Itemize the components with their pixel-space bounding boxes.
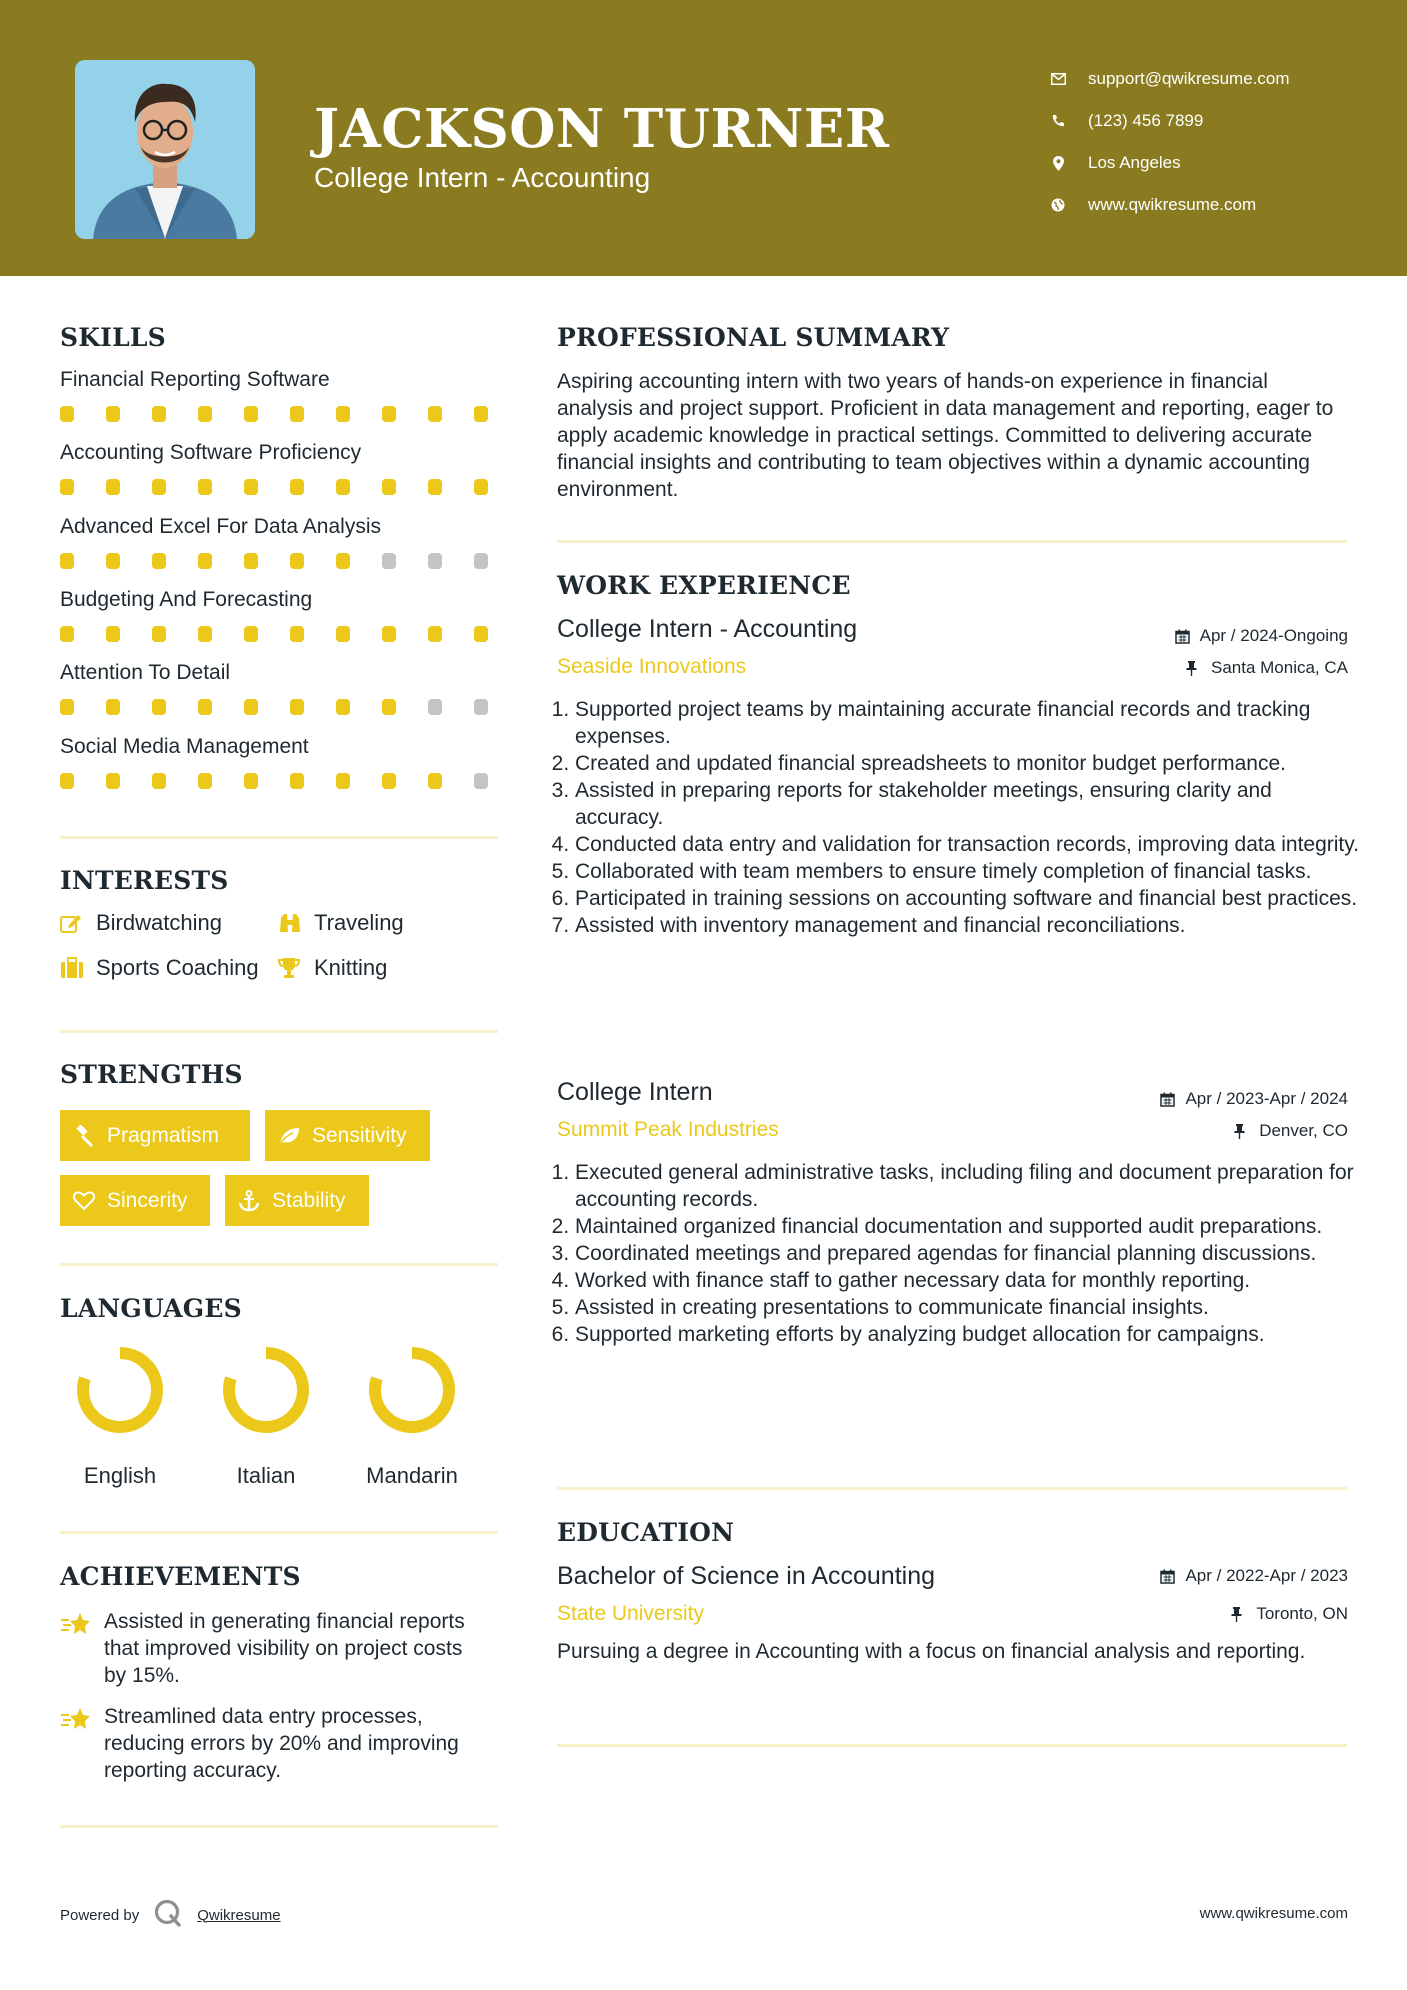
rating-dot-filled [290,626,304,642]
rating-dot-filled [152,773,166,789]
rating-dot-filled [60,553,74,569]
calendar-icon [1160,1092,1175,1107]
interests-title: INTERESTS [60,866,229,895]
skill-rating [60,406,488,422]
company-name: Seaside Innovations [557,655,747,678]
rating-dot-filled [428,773,442,789]
language-item [352,1345,472,1489]
experience-title: WORK EXPERIENCE [557,571,851,600]
skill-name: Social Media Management [60,734,309,758]
rating-dot-filled [382,699,396,715]
footer-powered-by: Powered by Qwikresume [60,1898,281,1932]
language-label: English [83,1463,157,1488]
rating-dot-filled [152,406,166,422]
skill-rating [60,699,488,715]
job-bullet: 1. Supported project teams by maintaining accurate financial records and tracking expenses. [575,696,1365,750]
rating-dot-empty [474,553,488,569]
contact-phone[interactable]: (123) 456 7899 [1050,100,1290,142]
rating-dot-filled [336,699,350,715]
language-progress-ring [221,1345,311,1435]
job-dates: Apr / 2023-Apr / 2024 [1160,1089,1348,1109]
skill-rating [60,773,488,789]
job-location: Denver, CO [1234,1121,1348,1141]
rating-dot-filled [336,626,350,642]
trophy-icon [278,956,302,980]
rating-dot-filled [60,773,74,789]
rating-dot-filled [106,479,120,495]
rating-dot-filled [428,479,442,495]
shooting-star-icon [60,1705,92,1733]
job-bullet: 2. Maintained organized financial documentation and supported audit preparations. [575,1213,1365,1240]
achievements-title: ACHIEVEMENTS [60,1562,301,1591]
language-progress-ring [367,1345,457,1435]
rating-dot-filled [290,553,304,569]
divider [557,1487,1347,1490]
skill-name: Accounting Software Proficiency [60,441,362,465]
school-name: State University [557,1602,705,1625]
rating-dot-filled [382,479,396,495]
rating-dot-filled [106,773,120,789]
language-item [206,1345,326,1489]
job-dates: Apr / 2024-Ongoing [1175,626,1348,646]
rating-dot-filled [474,406,488,422]
rating-dot-filled [152,699,166,715]
rating-dot-filled [106,626,120,642]
rating-dot-filled [290,479,304,495]
rating-dot-filled [244,699,258,715]
rating-dot-filled [60,626,74,642]
job-bullet: 4. Worked with finance staff to gather necessary data for monthly reporting. [575,1267,1365,1294]
interest-item-sports-coaching: Sports Coaching [60,955,259,981]
rating-dot-filled [198,699,212,715]
rating-dot-filled [106,406,120,422]
rating-dot-filled [60,406,74,422]
strength-chip-pragmatism: Pragmatism [60,1110,250,1161]
rating-dot-filled [474,479,488,495]
divider [60,1825,498,1828]
rating-dot-filled [106,553,120,569]
skills-title: SKILLS [60,323,166,352]
divider [60,1263,498,1266]
rating-dot-filled [152,553,166,569]
education-title: EDUCATION [557,1518,735,1547]
language-progress-ring [75,1345,165,1435]
rating-dot-filled [244,626,258,642]
strength-chip-stability: Stability [225,1175,369,1226]
job-title: College Intern [557,1078,713,1106]
achievement-item: Assisted in generating financial reports that improved visibility on project costs by 15%. [60,1608,480,1689]
rating-dot-filled [60,699,74,715]
interest-item-birdwatching: Birdwatching [60,910,222,936]
edit-icon [60,911,84,935]
job-bullet: 5. Collaborated with team members to ensure timely completion of financial tasks. [575,858,1365,885]
rating-dot-filled [336,406,350,422]
contact-location: Los Angeles [1050,142,1290,184]
qwikresume-logo-icon [153,1898,183,1932]
heart-icon [73,1190,95,1212]
rating-dot-filled [336,553,350,569]
language-progress-arc [375,1353,449,1427]
contact-website[interactable]: www.qwikresume.com [1050,184,1290,226]
skill-name: Financial Reporting Software [60,368,330,391]
skill-rating [60,479,488,495]
rating-dot-filled [428,626,442,642]
language-progress-arc [229,1353,303,1427]
rating-dot-filled [244,553,258,569]
language-label: Mandarin [366,1463,458,1488]
profile-photo [75,60,255,239]
rating-dot-filled [336,479,350,495]
leaf-icon [278,1125,300,1147]
rating-dot-filled [290,406,304,422]
rating-dot-filled [198,406,212,422]
job-bullet: 7. Assisted with inventory management and financial reconciliations. [575,912,1365,939]
skill-name: Budgeting And Forecasting [60,587,313,611]
degree-title: Bachelor of Science in Accounting [557,1562,936,1590]
divider [60,1030,498,1033]
rating-dot-filled [244,406,258,422]
rating-dot-filled [106,699,120,715]
globe-icon [1050,197,1066,213]
rating-dot-filled [244,479,258,495]
job-bullet: 5. Assisted in creating presentations to communicate financial insights. [575,1294,1365,1321]
interest-item-traveling: Traveling [278,910,404,936]
rating-dot-filled [244,773,258,789]
summary-title: PROFESSIONAL SUMMARY [557,323,950,352]
rating-dot-filled [336,773,350,789]
gavel-icon [73,1125,95,1147]
divider [60,1531,498,1534]
languages-title: LANGUAGES [60,1294,242,1323]
company-name: Summit Peak Industries [557,1118,779,1141]
envelope-icon [1050,71,1066,87]
interest-item-knitting: Knitting [278,955,387,981]
job-bullet: 1. Executed general administrative tasks, including filing and document preparation for accounting records. [575,1159,1365,1213]
rating-dot-empty [474,773,488,789]
anchor-icon [238,1190,260,1212]
language-label: Italian [236,1463,296,1488]
phone-icon [1050,113,1066,129]
rating-dot-filled [60,479,74,495]
strength-chip-sensitivity: Sensitivity [265,1110,430,1161]
candidate-name: JACKSON TURNER [314,98,890,160]
skill-name: Attention To Detail [60,661,231,685]
language-progress-arc [83,1353,157,1427]
header-banner [0,0,1407,276]
rating-dot-empty [428,553,442,569]
divider [557,540,1347,543]
calendar-icon [1175,629,1190,644]
calendar-icon [1160,1569,1175,1584]
divider [557,1744,1347,1747]
rating-dot-empty [382,553,396,569]
job-bullet: 2. Created and updated financial spreadsheets to monitor budget performance. [575,750,1365,777]
language-item [60,1345,180,1489]
job-bullet: 6. Participated in training sessions on accounting software and financial best practices. [575,885,1365,912]
pushpin-icon [1234,1124,1249,1139]
education-location: Toronto, ON [1231,1604,1348,1624]
job-bullet: 3. Coordinated meetings and prepared agendas for financial planning discussions. [575,1240,1365,1267]
binoculars-icon [278,911,302,935]
qwikresume-link[interactable]: Qwikresume [197,1906,281,1924]
job-location: Santa Monica, CA [1186,658,1348,678]
job-bullet: 6. Supported marketing efforts by analyzing budget allocation for campaigns. [575,1321,1365,1348]
rating-dot-filled [382,626,396,642]
rating-dot-filled [198,553,212,569]
rating-dot-filled [152,479,166,495]
rating-dot-empty [428,699,442,715]
job-bullet: 4. Conducted data entry and validation for transaction records, improving data integrity. [575,831,1365,858]
job-title: College Intern - Accounting [557,615,858,643]
contact-block [1050,58,1290,226]
strengths-title: STRENGTHS [60,1060,243,1089]
summary-text: Aspiring accounting intern with two years of hands-on experience in financial analysis and project support. Proficient in data management and reporting, eager to apply academic knowledge in practical settings. Committed to delivering accurate financial insights and contributing to team objectives within a dynamic accounting environment. [557,370,1334,501]
job-bullets [557,696,1365,939]
footer-website-link[interactable]: www.qwikresume.com [1199,1905,1348,1922]
rating-dot-filled [198,479,212,495]
shooting-star-icon [60,1610,92,1638]
rating-dot-filled [290,773,304,789]
rating-dot-filled [198,773,212,789]
skill-name: Advanced Excel For Data Analysis [60,514,381,538]
rating-dot-filled [382,773,396,789]
divider [60,836,498,839]
map-pin-icon [1050,155,1066,171]
strength-chip-sincerity: Sincerity [60,1175,210,1226]
rating-dot-filled [152,626,166,642]
rating-dot-filled [198,626,212,642]
candidate-role: College Intern - Accounting [314,162,651,193]
education-description: Pursuing a degree in Accounting with a focus on financial analysis and reporting. [557,1640,1306,1663]
skill-rating [60,553,488,569]
rating-dot-filled [290,699,304,715]
rating-dot-filled [474,626,488,642]
education-dates: Apr / 2022-Apr / 2023 [1160,1566,1348,1586]
briefcase-icon [60,956,84,980]
rating-dot-filled [382,406,396,422]
pushpin-icon [1186,661,1201,676]
achievement-item: Streamlined data entry processes, reducing errors by 20% and improving reporting accuracy. [60,1703,480,1784]
pushpin-icon [1231,1607,1246,1622]
rating-dot-empty [474,699,488,715]
job-bullet: 3. Assisted in preparing reports for stakeholder meetings, ensuring clarity and accuracy. [575,777,1365,831]
contact-email[interactable]: support@qwikresume.com [1050,58,1290,100]
skill-rating [60,626,488,642]
job-bullets [557,1159,1365,1348]
rating-dot-filled [428,406,442,422]
